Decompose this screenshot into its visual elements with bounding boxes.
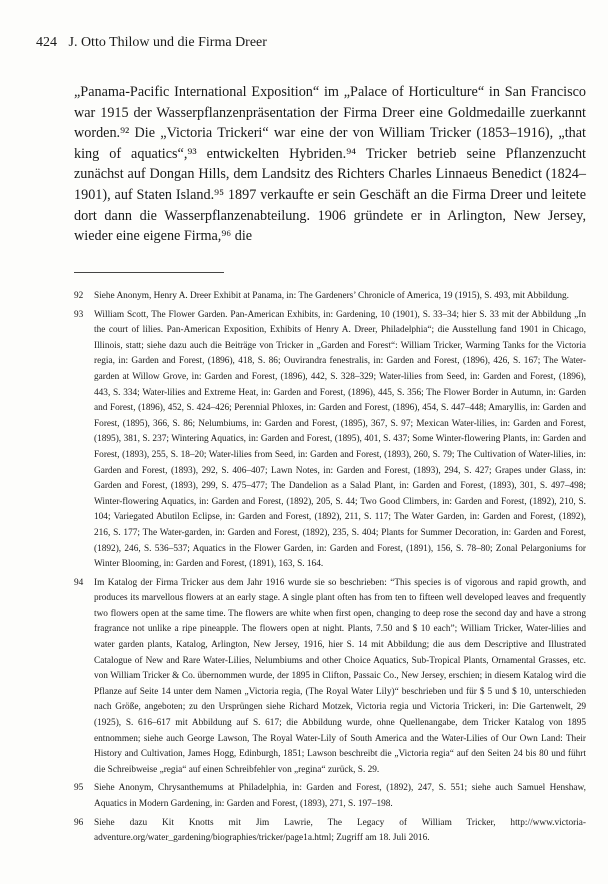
footnote-number: 95 [74,783,84,794]
footnote-number: 96 [74,817,84,828]
footnote-text: Siehe Anonym, Chrysanthemums at Philadelphia, in: Garden and Forest, (1892), 247, S. 551; siehe auch Samuel Henshaw, Aquatics in Modern Gardening, in: Garden and Forest, (1893), 271, S. 197–198. [94,783,586,809]
footnotes [74,289,586,850]
footnote-95 [74,781,586,812]
footnote-text: Siehe dazu Kit Knotts mit Jim Lawrie, The Legacy of William Tricker, http://www.victoria-adventure.org/water_gardening/biographies/tricker/page1a.html; Zugriff am 18. Juli 2016. [94,817,586,844]
footnote-text: Siehe Anonym, Henry A. Dreer Exhibit at Panama, in: The Gardeners’ Chronicle of America, 19 (1915), S. 493, mit Abbildung. [94,291,569,301]
footnote-text: William Scott, The Flower Garden. Pan-American Exhibits, in: Gardening, 10 (1901), S. 33–34; hier S. 33 mit der Abbildung „In the court of lilies. Pan-American Exposition, Exhibits of Henry A. Dreer, Philadelphia“; die Ausstellung fand 1901 in Chicago, Illinois, statt; siehe dazu auch die Beiträge von Tricker in „Garden and Forest“: William Tricker, Warming Tanks for the Victoria regia, in: Garden and Forest, (1896), 418, S. 86; Ouvirandra fenestralis, in: Garden and Forest, (1896), 426, S. 167; The Water-garden at Willow Grove, in: Garden and Forest, (1896), 442, S. 328–329; Water-lilies from Seed, in: Garden and Forest, (1896), 443, S. 334; Water-lilies and Extreme Heat, in: Garden and Forest, (1896), 445, S. 356; The Flower Border in Autumn, in: Garden and Forest, (1896), 452, S. 424–426; Perennial Phloxes, in: Garden and Forest, (1896), 454, S. 447–448; Amaryllis, in: Garden and Forest, (1895), 366, S. 86; Nelumbiums, in: Garden and Forest, (1895), 367, S. 97; Mexican Water-lilies, in: Garden and Forest, (1895), 381, S. 237; Wintering Aquatics, in: Garden and Forest, (1895), 401, S. 437; Some Winter-flowering Plants, in: Garden and Forest, (1893), 255, S. 18–20; Water-lilies from Seed, in: Garden and Forest, (1893), 260, S. 79; The Cultivation of Water-lilies, in: Garden and Forest, (1893), 292, S. 406–407; Lawn Notes, in: Garden and Forest, (1893), 294, S. 427; Grapes under Glass, in: Garden and Forest, (1893), 299, S. 475–477; The Dandelion as a Salad Plant, in: Garden and Forest, (1893), 301, S. 497–498; Winter-flowering Aquatics, in: Garden and Forest, (1892), 205, S. 44; Two Good Climbers, in: Garden and Forest, (1892), 210, S. 104; Variegated Abutilon Eclipse, in: Garden and Forest, (1892), 211, S. 117; The Water Garden, in: Garden and Forest, (1892), 216, S. 177; The Water-garden, in: Garden and Forest, (1892), 235, S. 404; Plants for Summer Decoration, in: Garden and Forest, (1892), 246, S. 536–537; Aquatics in the Flower Garden, in: Garden and Forest, (1891), 156, S. 78–80; Zonal Pelargoniums for Winter Blooming, in: Garden and Forest, (1891), 163, S. 164. [94,309,586,570]
page-number: 424 [36,35,57,50]
running-title: J. Otto Thilow und die Firma Dreer [68,35,267,50]
footnote-92 [74,289,586,305]
body-paragraph: „Panama-Pacific International Exposition“ im „Palace of Horticulture“ in San Francisco war 1915 der Wasserpflanzenpräsentation der Firma Dreer eine Goldmedaille zuerkannt worden.⁹² Die „Victoria Trickeri“ war eine der von William Tricker (1853–1916), „that king of aquatics“,⁹³ entwickelten Hybriden.⁹⁴ Tricker betrieb seine Pflanzenzucht zunächst auf Dongan Hills, dem Landsitz des Richters Charles Linnaeus Benedict (1824–1901), auf Staten Island.⁹⁵ 1897 verkaufte er sein Geschäft an die Firma Dreer und leitete dort dann die Wasserpflanzenabteilung. 1906 gründete er in Arlington, New Jersey, wieder eine eigene Firma,⁹⁶ die [74,84,586,245]
footnote-text: Im Katalog der Firma Tricker aus dem Jahr 1916 wurde sie so beschrieben: “This species is of vigorous and rapid growth, and produces its marvellous flowers at an early stage. A single plant often has from ten to fifteen well developed leaves and frequently two flowers open at the same time. The flowers are white when first open, changing to deep rose the second day and have a strong fragrance not unlike a ripe pineapple. The flowers open at night. Plants, 7.50 and $ 10 each”; William Tricker, Water-lilies and water garden plants, Katalog, Arlington, New Jersey, 1916, hier S. 14 mit Abbildung; die aus dem Descriptive and Illustrated Catalogue of New and Rare Water-Lilies, Nelumbiums and other Choice Aquatics, Sub-Tropical Plants, Ornamental Grasses, etc. von William Tricker & Co. übernommen wurde, der 1895 in Clifton, Passaic Co., New Jersey, erschien; in diesem Katalog wird die Pflanze auf Seite 14 unter dem Namen „Victoria regia, (The Royal Water Lily)“ beschrieben und für $ 5 und $ 10, unterschieden nach Größe, angeboten; zu den Ursprüngen siehe Richard Motzek, Victoria regia und Victoria Trickeri, in: Die Gartenwelt, 29 (1925), S. 616–617 mit Abbildung auf S. 617; die Abbildung wurde, ohne Quellenangabe, dem Tricker Katalog von 1895 entnommen; siehe auch George Lawson, The Royal Water-Lily of South America and the Water-Lilies of Our Own Land: Their History and Cultivation, James Hogg, Edinburgh, 1851; Lawson beschreibt die „Victoria regia“ auf den Seiten 24 bis 80 und führt die Schreibweise „regia“ auf einen Schreibfehler von „regina“ zurück, S. 29. [94,577,586,775]
footnote-96 [74,816,586,847]
footnote-number: 93 [74,309,84,320]
main-text [74,82,586,247]
footnote-number: 92 [74,291,84,301]
footnote-divider [74,272,224,273]
footnote-93 [74,308,586,573]
running-header [36,34,576,52]
footnote-number: 94 [74,577,84,588]
footnote-94 [74,576,586,779]
